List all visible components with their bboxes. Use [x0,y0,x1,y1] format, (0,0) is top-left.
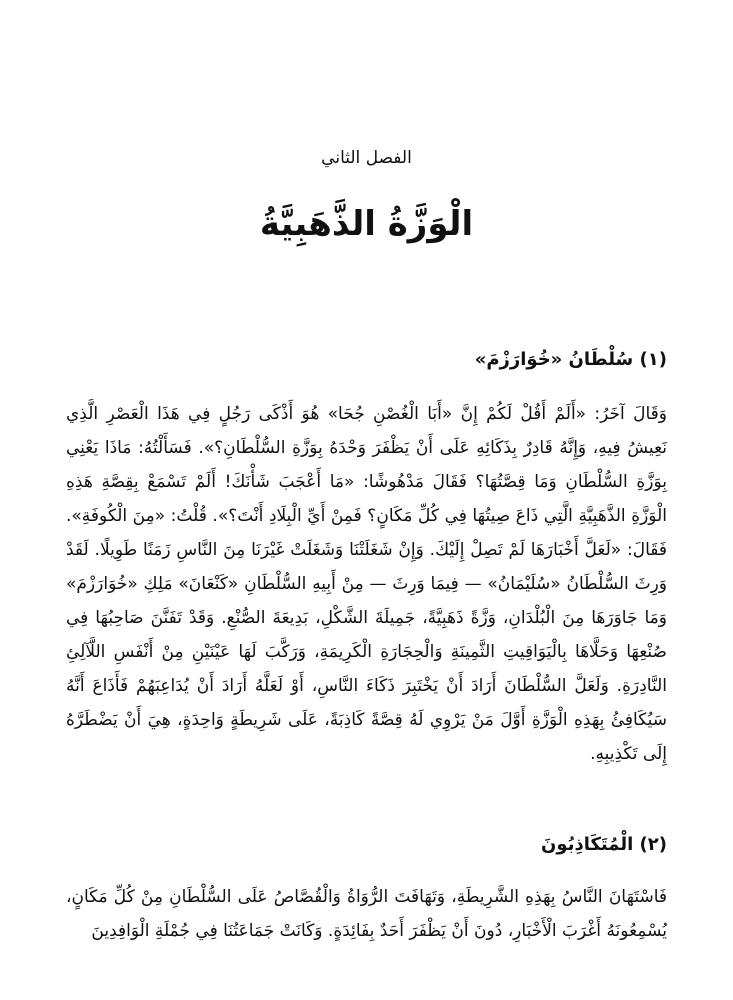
section-paragraph-2: فَاسْتَهَانَ النَّاسُ بِهَذِهِ الشَّرِيطَةِ، وَتَهَافَتَ الرُّوَاةُ وَالْقُصَّاصُ عَلَى السُّلْطَانِ مِنْ كُلِّ مَكَانٍ، يُسْمِعُونَهُ أَغْرَبَ الْأَخْبَارِ، دُونَ أَنْ يَظْفَرَ أَحَدٌ بِفَائِدَةٍ. وَكَانَتْ جَمَاعَتُنَا فِي جُمْلَةِ الْوَافِدِينَ [66,887,667,941]
section-heading-2: (٢) الْمُتَكَاذِبُونَ [541,834,667,855]
section-heading-1: (١) سُلْطَانُ «خُوَارَزْمَ» [474,349,667,370]
section-paragraph-1: وَقَالَ آخَرُ: «أَلَمْ أَقُلْ لَكُمْ إِنَّ «أَبَا الْغُصْنِ جُحَا» هُوَ أَذْكَى رَجُلٍ فِي هَذَا الْعَصْرِ الَّذِي نَعِيشُ فِيهِ، وَإِنَّهُ قَادِرٌ بِذَكَائِهِ عَلَى أَنْ يَظْفَرَ وَحْدَهُ بِوَزَّةِ السُّلْطَانِ؟». فَسَأَلْتُهُ: مَاذَا يَعْنِي بِوَزَّةِ السُّلْطَانِ وَمَا قِصَّتُهَا؟ فَقَالَ مَدْهُوشًا: «مَا أَعْجَبَ شَأْنَكَ! أَلَمْ تَسْمَعْ بِقِصَّةِ هَذِهِ الْوَزَّةِ الذَّهَبِيَّةِ الَّتِي ذَاعَ صِيتُهَا فِي كُلِّ مَكَانٍ؟ فَمِنْ أَيِّ الْبِلَادِ أَنْتَ؟». قُلْتُ: «مِنَ الْكُوفَةِ». فَقَالَ: «لَعَلَّ أَخْبَارَهَا لَمْ تَصِلْ إِلَيْكَ. وَإِنْ شَغَلَتْنَا وَشَغَلَتْ غَيْرَنَا مِنَ النَّاسِ زَمَنًا طَوِيلًا. لَقَدْ وَرِثَ السُّلْطَانُ «سُلَيْمَانُ» — فِيمَا وَرِثَ — مِنْ أَبِيهِ السُّلْطَانِ «كَنْعَانَ» مَلِكِ «خُوَارَزْمَ» وَمَا جَاوَرَهَا مِنَ الْبُلْدَانِ، وَزَّةً ذَهَبِيَّةً، جَمِيلَةَ الشَّكْلِ، بَدِيعَةَ الصُّنْعِ. وَقَدْ تَفَنَّنَ صَاحِبُهَا فِي صُنْعِهَا وَحَلَّاهَا بِالْيَوَاقِيتِ الثَّمِينَةِ وَالْحِجَارَةِ الْكَرِيمَةِ، وَرَكَّبَ لَهَا عَيْنَيْنِ مِنْ أَنْفَسِ اللَّآلِئِ النَّادِرَةِ. وَلَعَلَّ السُّلْطَانَ أَرَادَ أَنْ يَخْتَبِرَ ذَكَاءَ النَّاسِ، أَوْ لَعَلَّهُ أَرَادَ أَنْ يُدَاعِبَهُمْ فَأَذَاعَ أَنَّهُ سَيُكَافِئُ بِهَذِهِ الْوَزَّةِ أَوَّلَ مَنْ يَرْوِي لَهُ قِصَّةً كَاذِبَةً، عَلَى شَرِيطَةٍ وَاحِدَةٍ، هِيَ أَنْ يَضْطَرَّهُ إِلَى تَكْذِيبِهِ. [66,404,667,764]
chapter-label: الفصل الثاني [321,148,412,168]
chapter-title: الْوَزَّةُ الذَّهَبِيَّةُ [259,204,474,244]
